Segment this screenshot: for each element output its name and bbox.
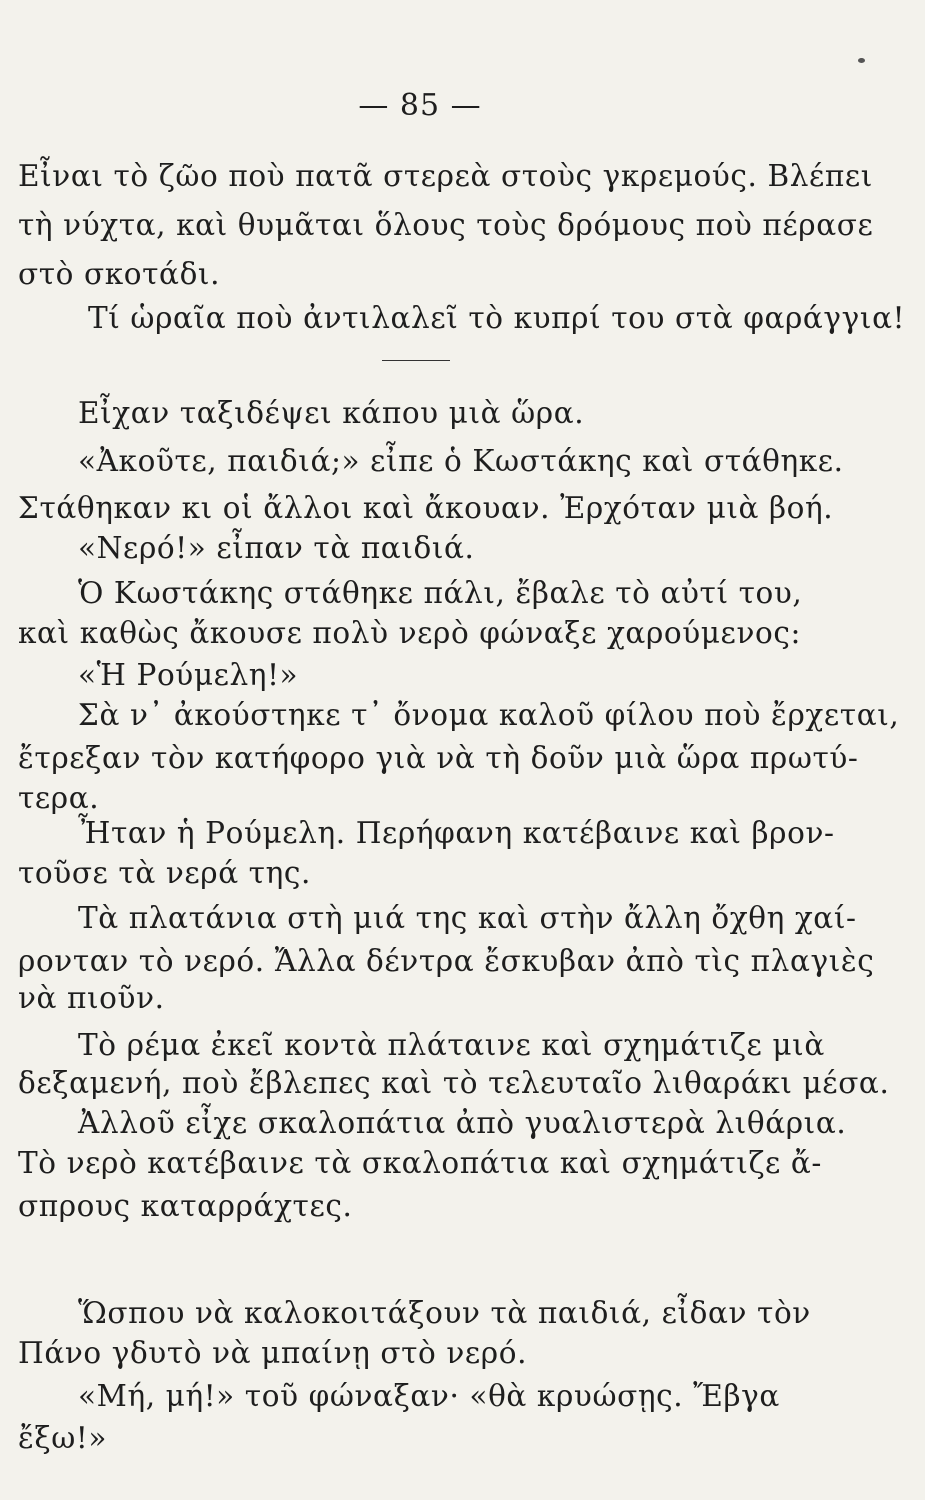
text-line: σπρους καταρράχτες.: [18, 1189, 353, 1223]
text-line: Στάθηκαν κι οἱ ἄλλοι καὶ ἄκουαν. Ἐρχόταν μιὰ βοή.: [18, 491, 834, 525]
text-line: «Ἀκοῦτε, παιδιά;» εἶπε ὁ Κωστάκης καὶ στάθηκε.: [78, 444, 844, 478]
page-number: — 85 —: [358, 88, 482, 123]
text-line: Εἶχαν ταξιδέψει κάπου μιὰ ὥρα.: [78, 396, 585, 430]
text-line: τὴ νύχτα, καὶ θυμᾶται ὅλους τοὺς δρόμους ποὺ πέρασε: [18, 208, 874, 242]
text-line: ἔξω!»: [18, 1421, 108, 1455]
text-line: Ἦταν ἡ Ρούμελη. Περήφανη κατέβαινε καὶ βρον-: [78, 816, 835, 850]
text-line: Τὸ ρέμα ἐκεῖ κοντὰ πλάταινε καὶ σχημάτιζε μιὰ: [78, 1028, 825, 1062]
text-line: δεξαμενή, ποὺ ἔβλεπες καὶ τὸ τελευταῖο λιθαράκι μέσα.: [18, 1066, 890, 1100]
text-line: Πάνο γδυτὸ νὰ μπαίνῃ στὸ νερό.: [18, 1336, 528, 1370]
text-line: Τὸ νερὸ κατέβαινε τὰ σκαλοπάτια καὶ σχημάτιζε ἄ-: [18, 1146, 822, 1180]
text-line: νὰ πιοῦν.: [18, 981, 165, 1015]
text-line: ἔτρεξαν τὸν κατήφορο γιὰ νὰ τὴ δοῦν μιὰ ὥρα πρωτύ-: [18, 741, 859, 775]
text-line: Εἶναι τὸ ζῶο ποὺ πατᾶ στερεὰ στοὺς γκρεμούς. Βλέπει: [18, 159, 873, 193]
text-line: «Ἡ Ρούμελη!»: [78, 658, 299, 692]
text-line: τερα.: [18, 781, 100, 815]
text-line: Τὰ πλατάνια στὴ μιά της καὶ στὴν ἄλλη ὄχθη χαί-: [78, 901, 857, 935]
text-line: στὸ σκοτάδι.: [18, 257, 221, 291]
text-line: Ὁ Κωστάκης στάθηκε πάλι, ἔβαλε τὸ αὐτί του,: [78, 576, 803, 610]
text-line: Ἀλλοῦ εἶχε σκαλοπάτια ἀπὸ γυαλιστερὰ λιθάρια.: [78, 1106, 847, 1140]
text-line: ρονταν τὸ νερό. Ἄλλα δέντρα ἔσκυβαν ἀπὸ τὶς πλαγιὲς: [18, 944, 875, 978]
text-line: Ὥσπου νὰ καλοκοιτάξουν τὰ παιδιά, εἶδαν τὸν: [78, 1296, 811, 1330]
ink-speck: [858, 58, 865, 63]
text-line: «Μή, μή!» τοῦ φώναξαν· «θὰ κρυώσῃς. Ἔβγα: [78, 1379, 780, 1413]
text-line: Τί ὡραῖα ποὺ ἀντιλαλεῖ τὸ κυπρί του στὰ φαράγγια!: [88, 301, 906, 335]
text-line: «Νερό!» εἶπαν τὰ παιδιά.: [78, 531, 475, 565]
section-divider: [382, 360, 450, 361]
text-line: καὶ καθὼς ἄκουσε πολὺ νερὸ φώναξε χαρούμενος:: [18, 616, 801, 650]
text-line: τοῦσε τὰ νερά της.: [18, 856, 311, 890]
text-line: Σὰ ν᾽ ἀκούστηκε τ᾽ ὄνομα καλοῦ φίλου ποὺ ἔρχεται,: [78, 698, 900, 732]
